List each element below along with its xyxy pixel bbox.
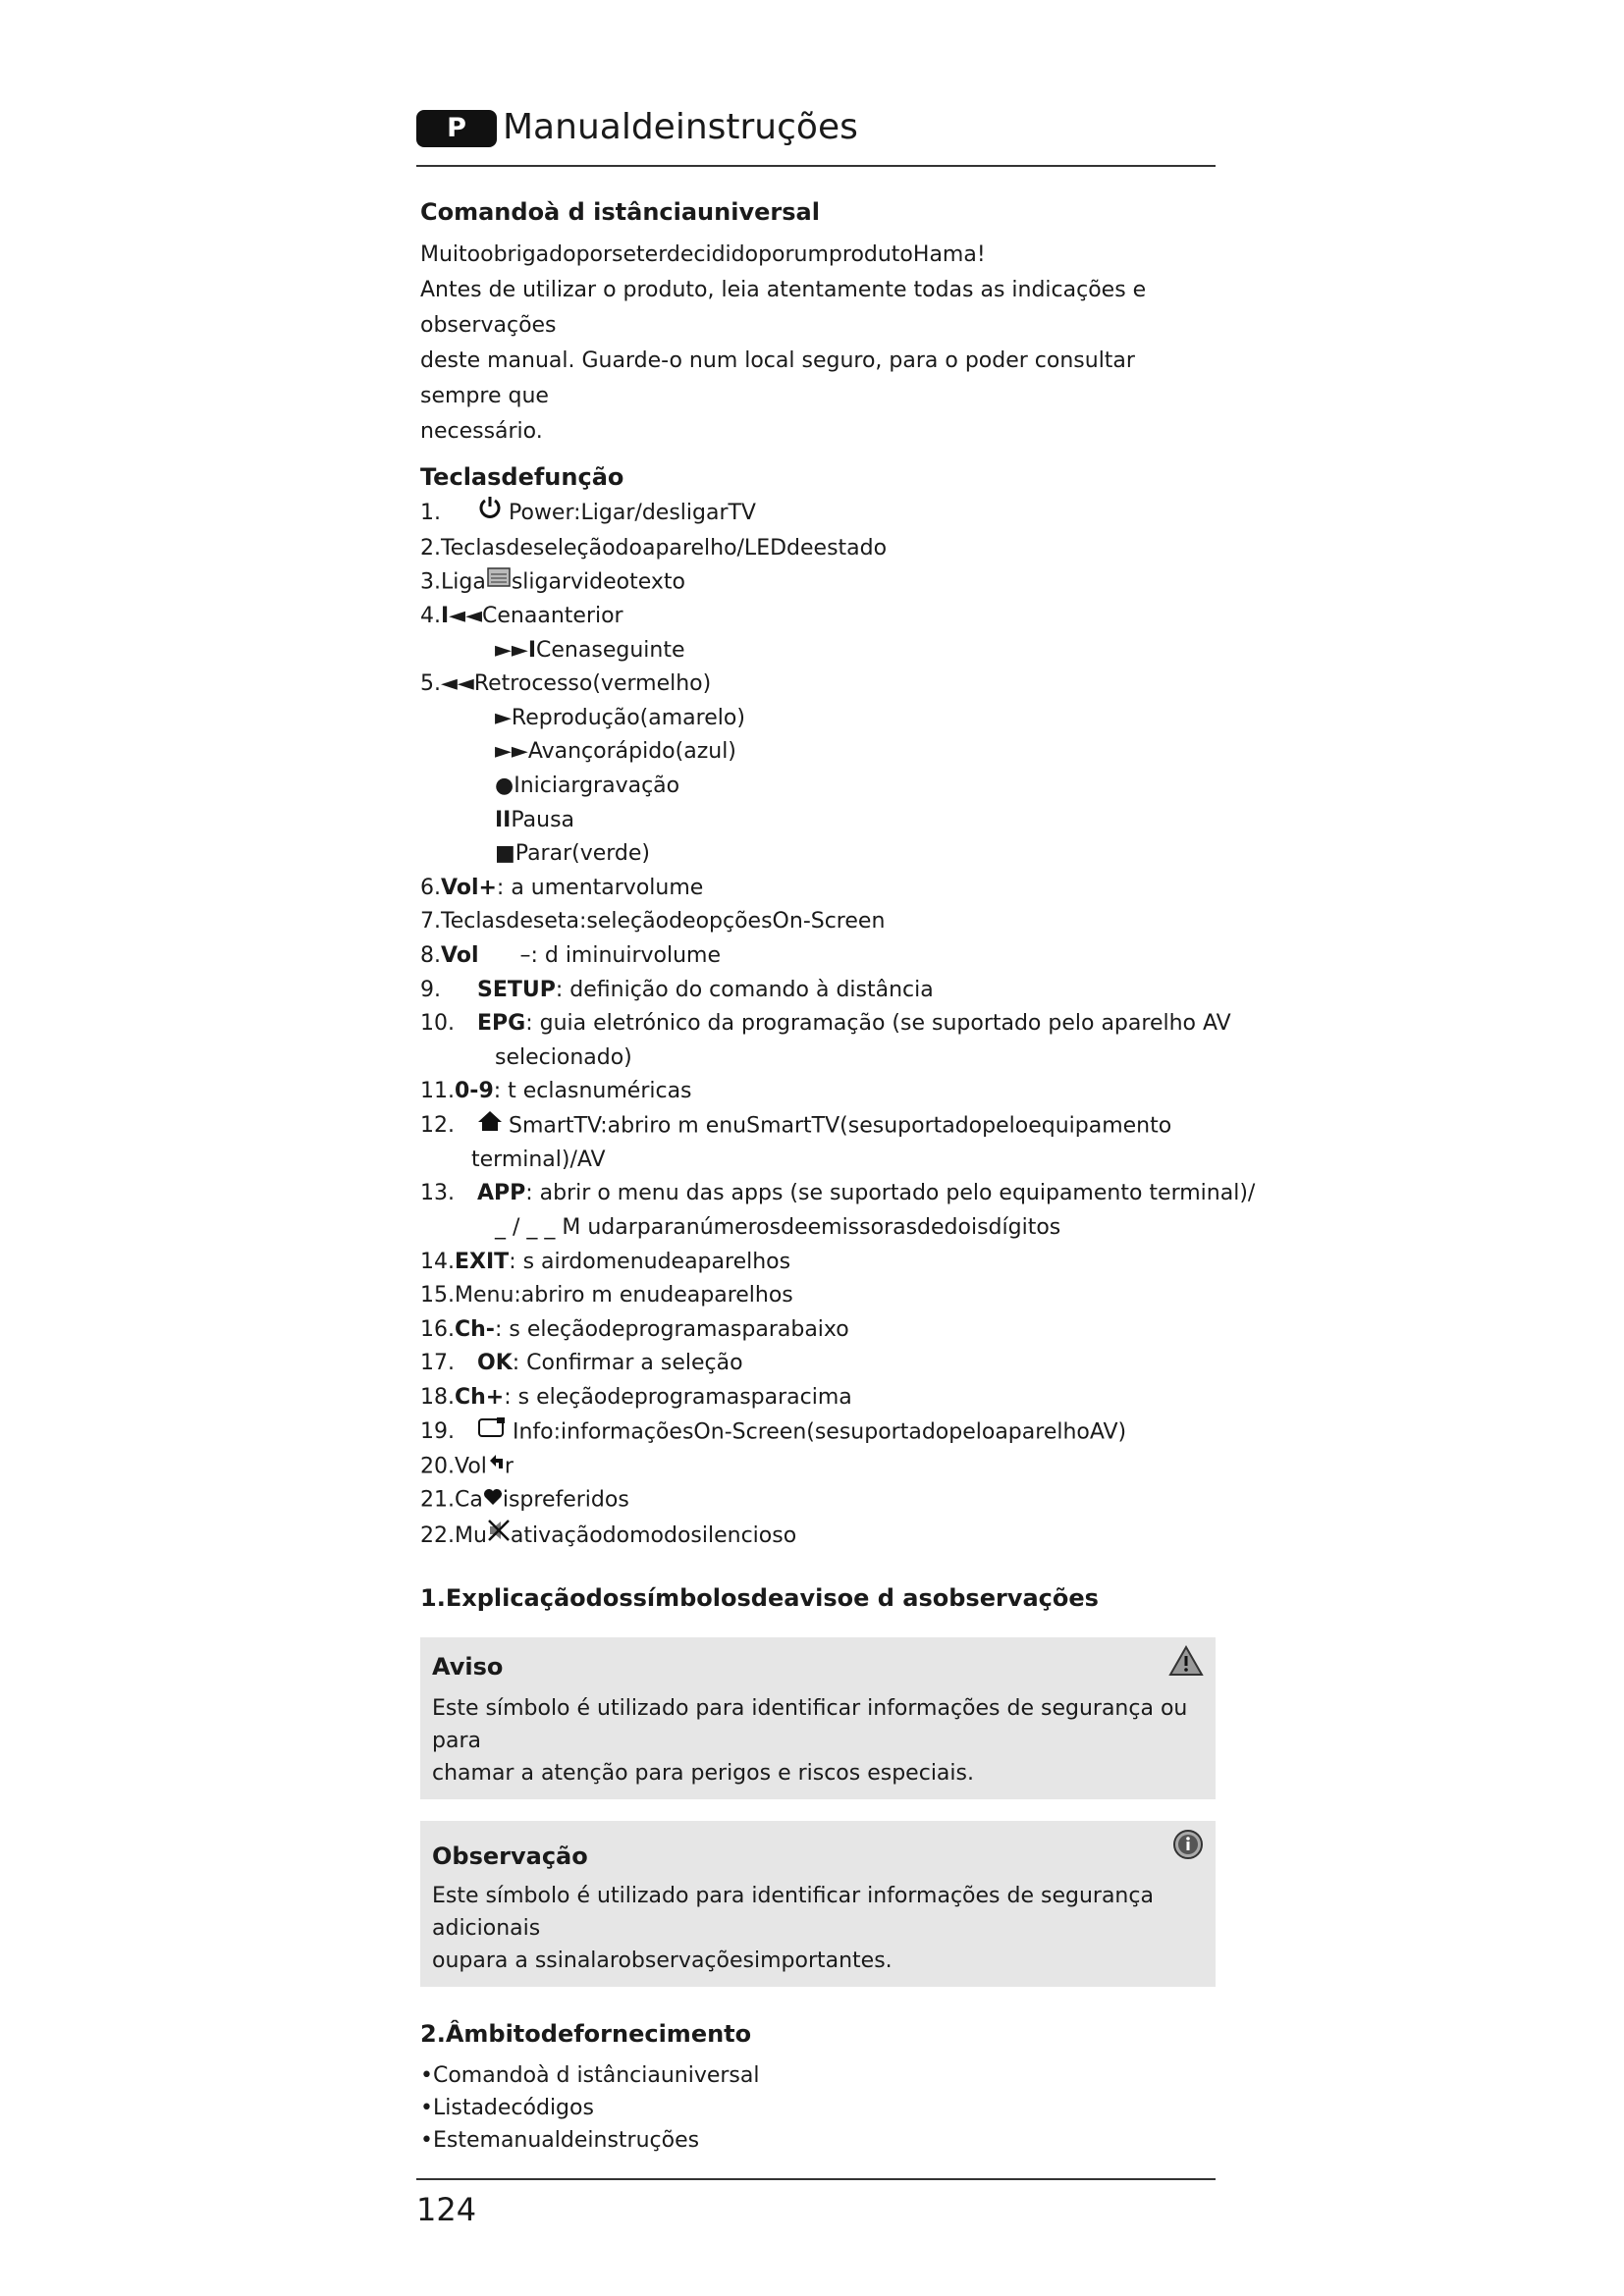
teletext-icon: [486, 565, 512, 600]
list-item: 12. SmartTV:abriro m enuSmartTV(sesuportadopeloequipamento: [420, 1109, 1216, 1144]
list-item: 3.Liga sligarvideotexto: [420, 565, 1216, 600]
list-item: selecionado): [495, 1044, 632, 1070]
intro-line-3: necessário.: [420, 419, 543, 444]
list-item: •Comandoà d istânciauniversal: [420, 2062, 760, 2088]
list-item: 14.EXIT: s airdomenudeaparelhos: [420, 1249, 791, 1274]
list-item: 19. Info:informaçõesOn-Screen(sesuportadopeloaparelhoAV): [420, 1415, 1216, 1450]
delivery-list: [420, 2059, 1216, 2157]
power-icon: [477, 495, 503, 532]
info-screen-icon: [477, 1415, 507, 1450]
list-item: 20.Vol r: [420, 1450, 1216, 1484]
page-number: 124: [416, 2191, 477, 2228]
heart-icon: [483, 1483, 503, 1518]
note-title: Observação: [432, 1842, 588, 1870]
warning-title: Aviso: [432, 1652, 504, 1681]
list-item: 18.Ch+: s eleçãodeprogramasparacima: [420, 1385, 852, 1411]
pause-icon: II: [495, 807, 512, 832]
note-line-2: oupara a ssinalarobservaçõesimportantes.: [432, 1948, 893, 1973]
section-title-remote: Comandoà d istânciauniversal: [420, 198, 820, 226]
rewind-icon: ◄◄: [441, 671, 474, 697]
list-item: ►►ICenaseguinte: [495, 637, 685, 663]
function-keys-title: Teclasdefunção: [420, 463, 624, 491]
language-badge: P: [416, 110, 497, 147]
home-icon: [477, 1109, 503, 1144]
list-item: IIPausa: [495, 807, 575, 832]
list-item: •Estemanualdeinstruções: [420, 2127, 700, 2153]
list-item: ►►Avançorápido(azul): [495, 739, 736, 765]
list-item: 10. EPG: guia eletrónico da programação (se suportado pelo aparelho AV: [420, 1011, 1231, 1037]
list-item: 5.◄◄Retrocesso(vermelho): [420, 671, 712, 697]
warning-box: [420, 1637, 1216, 1799]
previous-scene-icon: I◄◄: [441, 604, 483, 629]
list-item: 1. Power:Ligar/desligarTV: [420, 495, 1216, 532]
page-header: [416, 106, 1216, 167]
page-footer: [416, 2178, 1216, 2229]
intro-line-2: deste manual. Guarde-o num local seguro, para o poder consultar sempre que: [420, 348, 1135, 408]
intro-line-1: Antes de utilizar o produto, leia atentamente todas as indicações e observações: [420, 278, 1147, 338]
list-item: 8.Vol –: d iminuirvolume: [420, 943, 722, 969]
fast-forward-icon: ►►: [495, 739, 528, 765]
stop-icon: ■: [495, 841, 515, 867]
list-item: 9. SETUP: definição do comando à distância: [420, 977, 934, 1002]
list-item: 21.Ca ispreferidos: [420, 1483, 1216, 1518]
list-item: •Listadecódigos: [420, 2095, 594, 2120]
info-icon: [1172, 1829, 1204, 1866]
note-line-1: Este símbolo é utilizado para identificar informações de segurança adicionais: [432, 1883, 1154, 1941]
next-scene-icon: ►►I: [495, 637, 537, 663]
page-content: [420, 194, 1256, 2157]
mute-icon: [487, 1518, 511, 1555]
function-keys-list: [420, 495, 1256, 1555]
symbols-title: 1.Explicaçãodossímbolosdeavisoe d asobservações: [420, 1583, 1099, 1612]
list-item: 15.Menu:abriro m enudeaparelhos: [420, 1283, 793, 1308]
list-item: 13. APP: abrir o menu das apps (se suportado pelo equipamento terminal)/: [420, 1181, 1256, 1206]
warning-icon: [1168, 1645, 1204, 1682]
record-icon: ●: [495, 774, 514, 799]
list-item: 6.Vol+: a umentarvolume: [420, 875, 704, 900]
list-item: 22.Mu ativaçãodomodosilencioso: [420, 1518, 1216, 1555]
header-title: Manualdeinstruções: [503, 107, 858, 147]
warning-line-1: Este símbolo é utilizado para identificar informações de segurança ou para: [432, 1695, 1188, 1753]
list-item: 7.Teclasdeseta:seleçãodeopçõesOn-Screen: [420, 909, 886, 934]
list-item: 17. OK: Confirmar a seleção: [420, 1351, 743, 1376]
back-icon: [487, 1450, 505, 1484]
list-item: terminal)/AV: [471, 1147, 606, 1172]
delivery-title: 2.Âmbitodefornecimento: [420, 2019, 752, 2048]
thanks-text: MuitoobrigadoporseterdecididoporumprodutoHama!: [420, 242, 986, 267]
list-item: 16.Ch-: s eleçãodeprogramasparabaixo: [420, 1316, 849, 1342]
list-item: _ / _ _ M udarparanúmerosdeemissorasdedoisdígitos: [495, 1215, 1061, 1241]
list-item: ■Parar(verde): [495, 841, 651, 867]
list-item: 2.Teclasdeseleçãodoaparelho/LEDdeestado: [420, 535, 888, 561]
list-item: 11.0-9: t eclasnuméricas: [420, 1079, 692, 1104]
warning-line-2: chamar a atenção para perigos e riscos especiais.: [432, 1760, 974, 1786]
list-item: ►Reprodução(amarelo): [495, 705, 745, 730]
play-icon: ►: [495, 705, 512, 730]
list-item: ●Iniciargravação: [495, 774, 680, 799]
list-item: 4.I◄◄Cenaanterior: [420, 604, 623, 629]
note-box: [420, 1821, 1216, 1987]
